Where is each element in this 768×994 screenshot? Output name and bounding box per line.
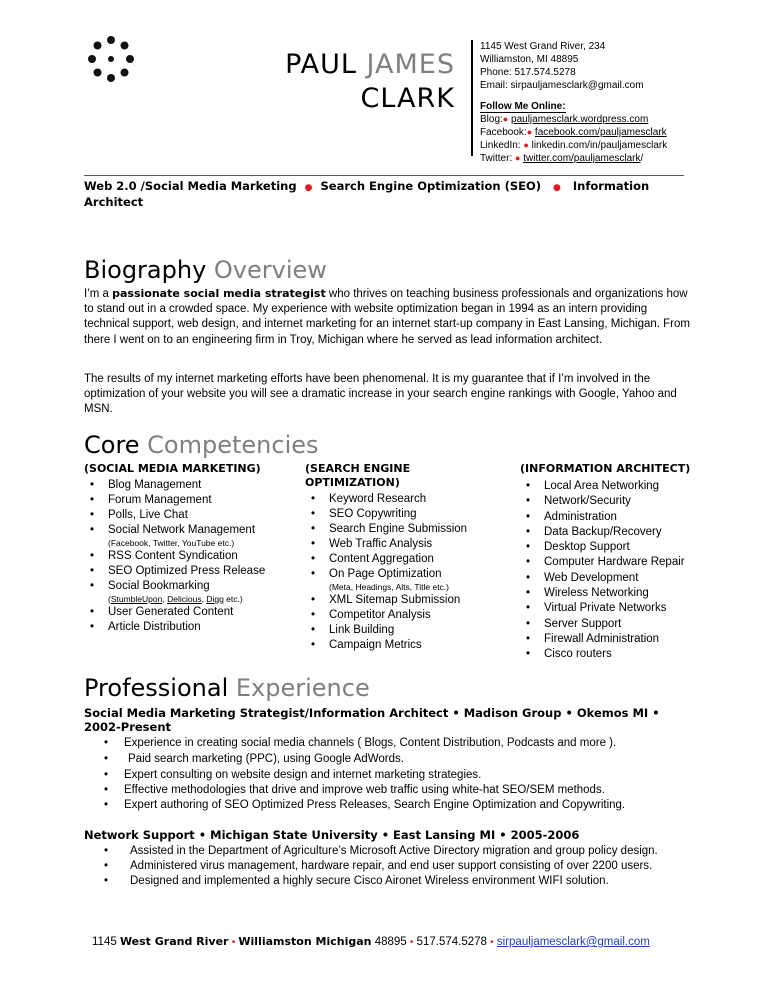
red-bullet-icon: ●: [502, 114, 509, 124]
red-bullet-icon: •: [490, 937, 494, 948]
specialties-line: Web 2.0 /Social Media Marketing ● Search Engine Optimization (SEO) ● Information Architect: [84, 179, 650, 209]
candidate-name: [285, 48, 455, 116]
list-item: • SEO Copywriting: [305, 507, 510, 522]
linkedin-link-row: LinkedIn: ● linkedin.com/in/pauljamesclark: [480, 140, 668, 151]
list-item: • Computer Hardware Repair: [520, 555, 705, 570]
list-item: • Expert authoring of SEO Optimized Press Releases, Search Engine Optimization and Copywriting.: [84, 798, 684, 813]
biography-heading: Biography Overview: [84, 256, 327, 284]
red-bullet-icon: •: [409, 937, 414, 948]
list-item: • Server Support: [520, 617, 705, 632]
header-rule: [84, 175, 684, 176]
list-item: • Assisted in the Department of Agriculture’s Microsoft Active Directory migration and group policy design.: [84, 844, 684, 859]
last-name: CLARK: [360, 83, 455, 114]
follow-heading: Follow Me Online:: [480, 101, 566, 112]
list-item: • Effective methodologies that drive and improve web traffic using white-hat SEO/SEM methods.: [84, 783, 684, 798]
list-item: • Expert consulting on website design and internet marketing strategies.: [84, 768, 684, 783]
list-item: • Link Building: [305, 623, 510, 638]
facebook-link-row: Facebook:● facebook.com/pauljamesclark: [480, 127, 667, 138]
job-title-2: Network Support • Michigan State University • East Lansing MI • 2005-2006: [84, 828, 580, 842]
list-note: (Facebook, Twitter, YouTube etc.): [108, 538, 235, 548]
list-item: • Local Area Networking: [520, 479, 705, 494]
email: Email: sirpauljamesclark@gmail.com: [480, 80, 644, 91]
competency-column-seo: [305, 462, 510, 653]
list-item: • Article Distribution: [84, 620, 299, 635]
blog-link-row: Blog:● pauljamesclark.wordpress.com: [480, 114, 649, 125]
red-bullet-icon: ●: [304, 183, 313, 193]
experience-heading: Professional Experience: [84, 674, 370, 702]
list-item: • Experience in creating social media channels ( Blogs, Content Distribution, Podcasts and more ).: [84, 736, 684, 751]
twitter-link-row: Twitter: ● twitter.com/pauljamesclark/: [480, 153, 644, 164]
red-bullet-icon: ●: [515, 153, 521, 163]
column-title: (SOCIAL MEDIA MARKETING): [84, 462, 261, 475]
highlight-text: passionate social media strategist: [112, 287, 326, 300]
list-item: • Firewall Administration: [520, 632, 705, 647]
list-item: • Virtual Private Networks: [520, 601, 705, 616]
list-item: • Data Backup/Recovery: [520, 525, 705, 540]
column-title: (INFORMATION ARCHITECT): [520, 462, 691, 475]
list-item: • Desktop Support: [520, 540, 705, 555]
address-line1: 1145 West Grand River, 234: [480, 41, 606, 52]
list-item: • Web Development: [520, 571, 705, 586]
list-item: • Designed and implemented a highly secure Cisco Aironet Wireless environment WIFI solution.: [84, 874, 684, 889]
phone: Phone: 517.574.5278: [480, 67, 576, 78]
list-item: • Cisco routers: [520, 647, 705, 662]
footer-contact: 1145 West Grand River • Williamston Michigan 48895 • 517.574.5278 • sirpauljamesclark@gmail.com: [92, 935, 650, 948]
middle-name: JAMES: [366, 49, 455, 80]
list-item: • Network/Security: [520, 494, 705, 509]
header-divider: [471, 40, 473, 156]
first-name: PAUL: [285, 49, 357, 80]
list-item: • Campaign Metrics: [305, 638, 510, 653]
list-item: • Content Aggregation: [305, 552, 510, 567]
red-bullet-icon: •: [231, 937, 236, 948]
competencies-heading: Core Competencies: [84, 431, 319, 459]
asterisk-logo-icon: [88, 36, 134, 82]
list-item: • Social Network Management: [84, 523, 299, 538]
list-item: • Blog Management: [84, 478, 299, 493]
list-item-continued: • Administration: [520, 510, 705, 525]
address-line2: Williamston, MI 48895: [480, 54, 579, 65]
list-item: • Web Traffic Analysis: [305, 537, 510, 552]
list-item: • Paid search marketing (PPC), using Google AdWords.: [84, 751, 684, 768]
list-item: • Search Engine Submission: [305, 522, 510, 537]
red-bullet-icon: ●: [553, 183, 561, 193]
job-title-1: Social Media Marketing Strategist/Information Architect • Madison Group • Okemos MI • 2002-Present: [84, 706, 660, 734]
list-item: • Forum Management: [84, 493, 299, 508]
red-bullet-icon: ●: [526, 127, 533, 137]
competency-column-social: [84, 462, 299, 635]
list-item: • On Page Optimization: [305, 567, 510, 582]
column-title: (SEARCH ENGINE OPTIMIZATION): [305, 462, 411, 489]
list-item: • Keyword Research: [305, 492, 510, 507]
biography-paragraph-2: The results of my internet marketing efforts have been phenomenal. It is my guarantee that if I’m involved in the optimization of your website you will see a dramatic increase in your search engine rankings with Google, Yahoo and MSN.: [84, 373, 677, 416]
list-item: • XML Sitemap Submission: [305, 593, 510, 608]
list-item: • Social Bookmarking: [84, 579, 299, 594]
job-1-bullets: [84, 736, 684, 813]
list-item: • RSS Content Syndication: [84, 549, 299, 564]
footer-email-link[interactable]: sirpauljamesclark@gmail.com: [496, 936, 650, 948]
twitter-link[interactable]: twitter.com/pauljamesclark: [523, 153, 641, 164]
red-bullet-icon: ●: [523, 140, 529, 150]
list-item: • Polls, Live Chat: [84, 508, 299, 523]
linkedin-link[interactable]: linkedin.com/in/pauljamesclark: [531, 140, 668, 151]
contact-block: [480, 40, 667, 165]
competency-column-architect: [520, 462, 705, 663]
list-item: • Wireless Networking: [520, 586, 705, 601]
list-note: (Meta, Headings, Alts, Title etc.): [329, 582, 449, 592]
facebook-link[interactable]: facebook.com/pauljamesclark: [534, 127, 667, 138]
list-item: • Administered virus management, hardware repair, and end user support consisting of over 2200 users.: [84, 859, 684, 874]
list-note: (StumbleUpon, Delicious, Digg etc.): [108, 594, 243, 604]
blog-link[interactable]: pauljamesclark.wordpress.com: [511, 114, 649, 125]
list-item: • SEO Optimized Press Release: [84, 564, 299, 579]
job-2-bullets: [84, 844, 684, 889]
list-item: • User Generated Content: [84, 605, 299, 620]
biography-paragraph-1: I’m a passionate social media strategist who thrives on teaching business professionals and organizations how to stand out in a crowded space. My experience with website optimization began in 1994 as an intern providing technical support, web design, and internet marketing for an internet start-up company in East Lansing, Michigan. From there I went on to an engineering firm in Troy, Michigan where he served as lead information architect.: [84, 287, 690, 346]
list-item: • Competitor Analysis: [305, 608, 510, 623]
